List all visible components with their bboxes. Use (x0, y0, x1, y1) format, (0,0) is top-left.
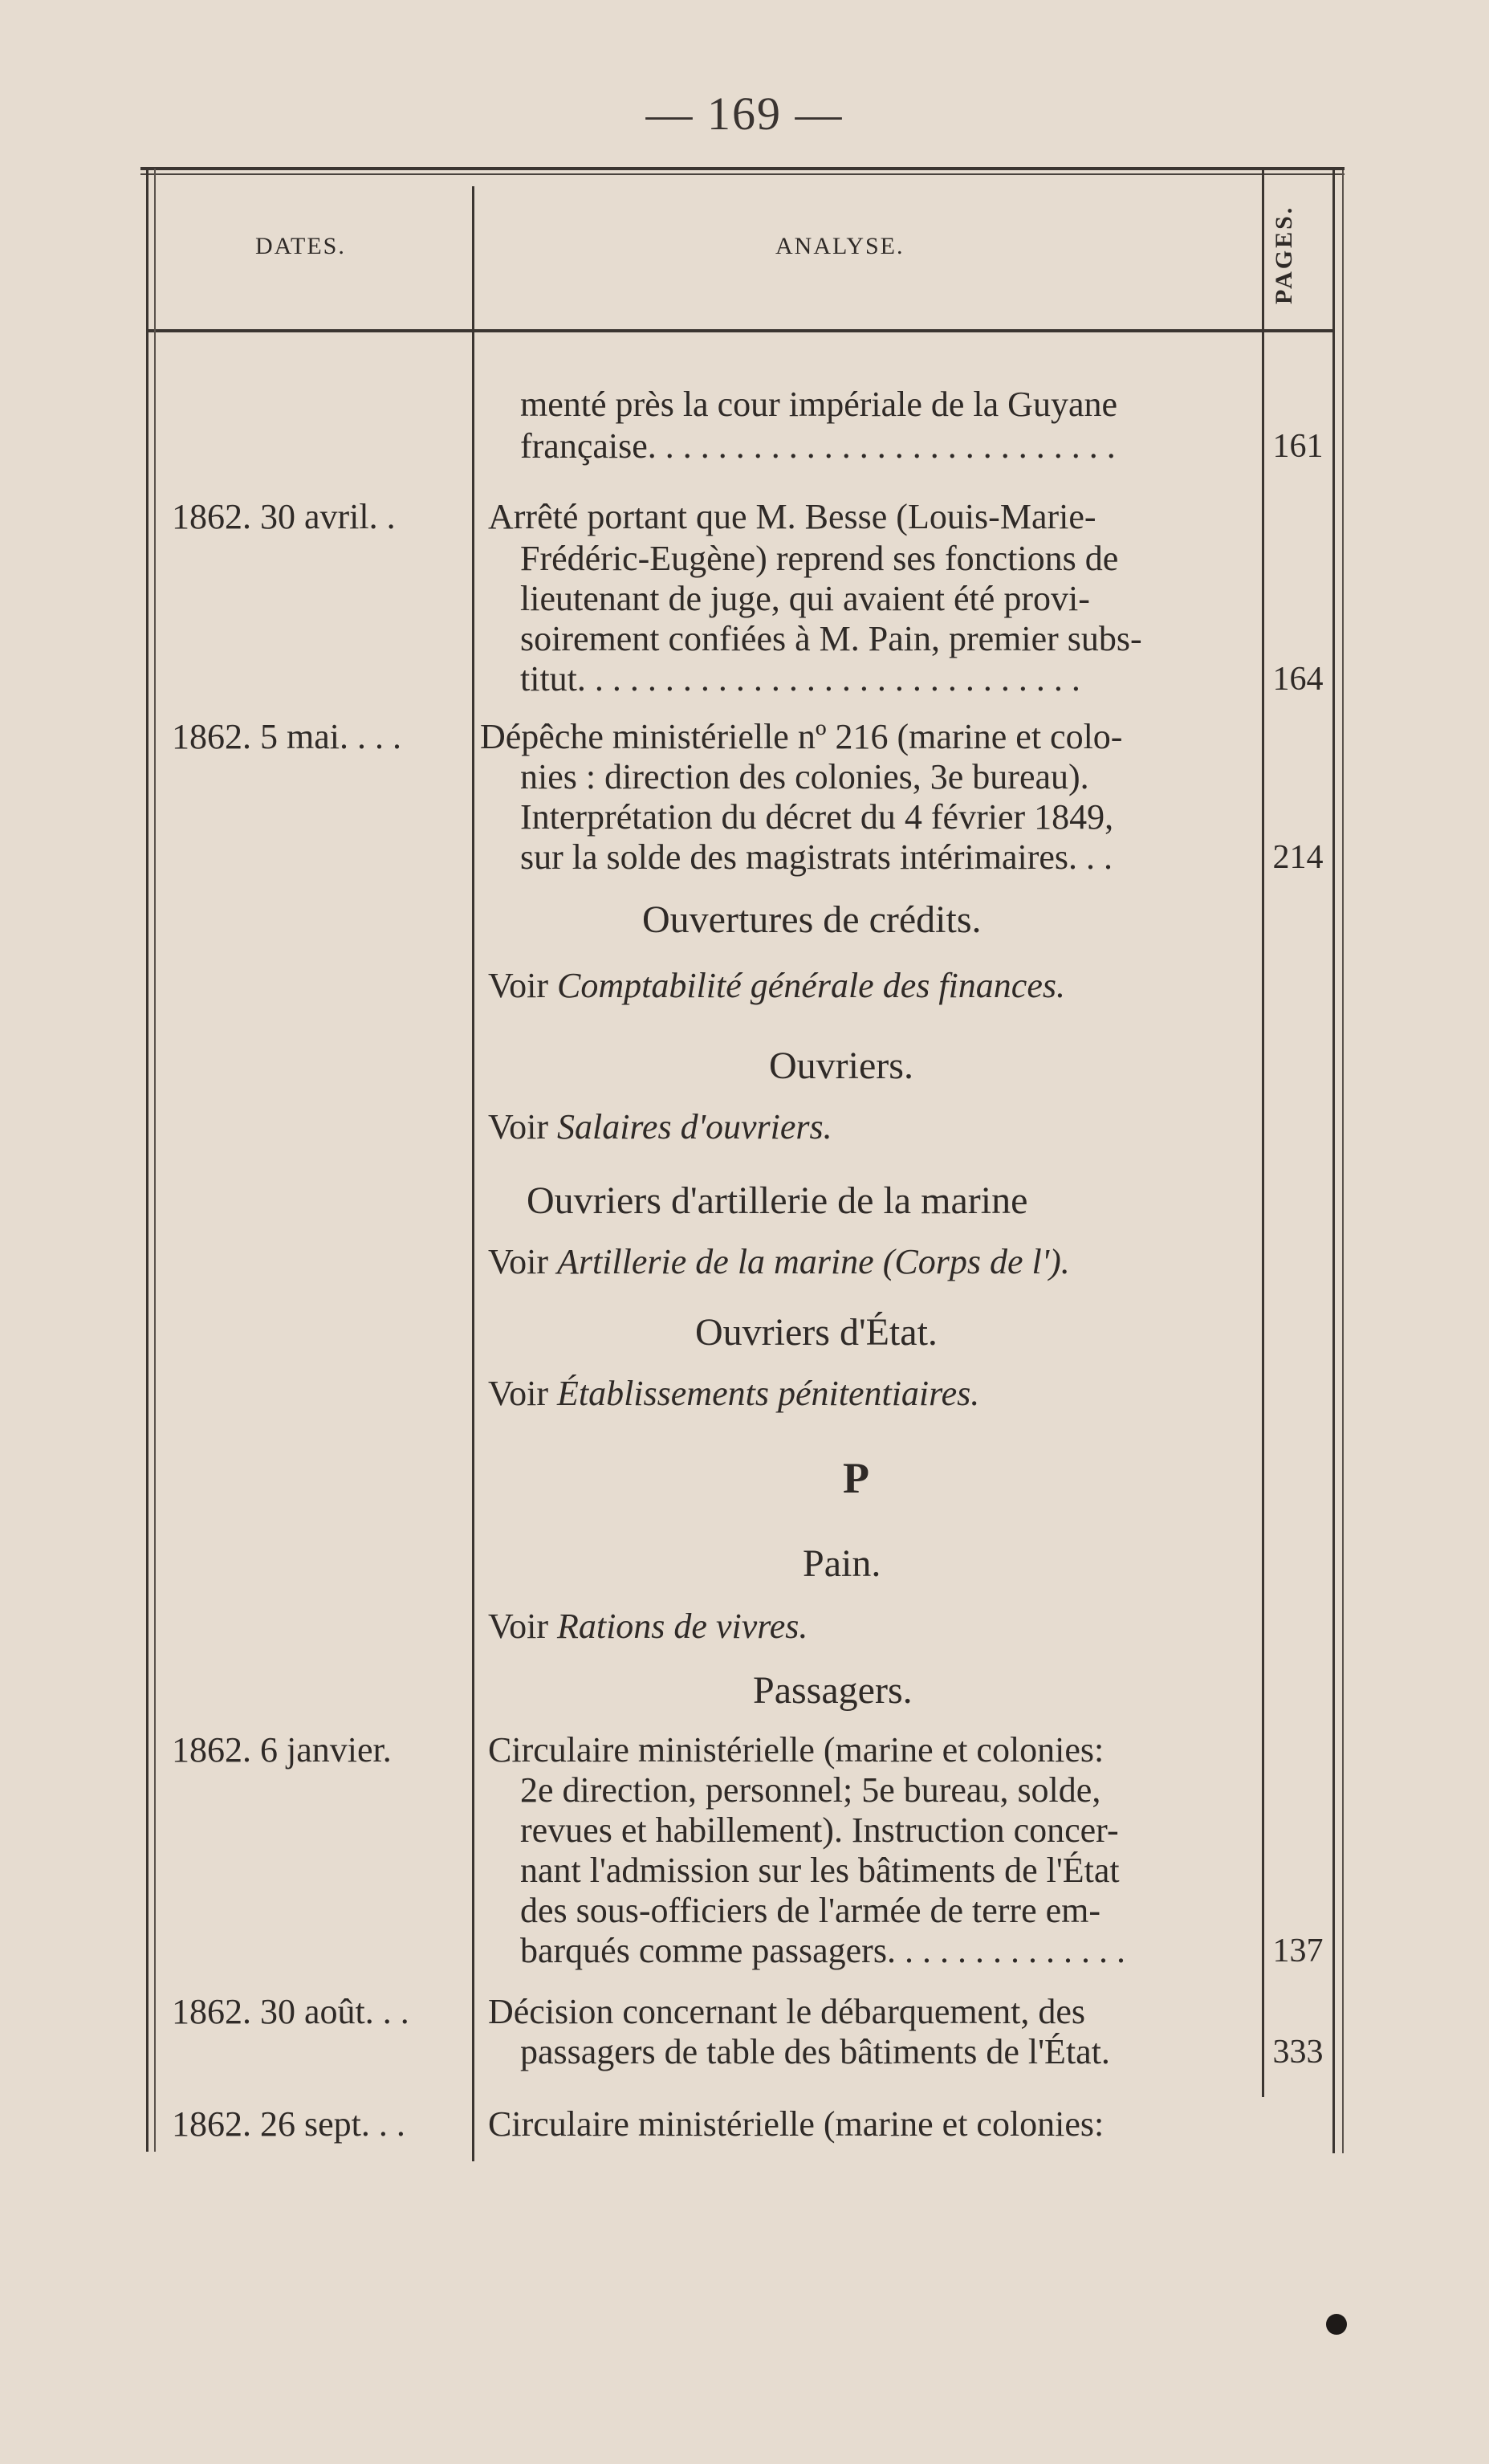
header-analyse: ANALYSE. (775, 233, 905, 259)
table-left-border-inner (154, 169, 156, 2152)
header-pages: PAGES. (1271, 205, 1297, 304)
entry-line: Circulaire ministérielle (marine et colonies: (488, 1730, 1105, 1770)
page-number: — 169 — (645, 88, 844, 140)
entry-line: barqués comme passagers. . . . . . . . . . . . . . (520, 1931, 1125, 1970)
entry-line: 2e direction, personnel; 5e bureau, solde, (520, 1770, 1101, 1810)
entry-line: des sous-officiers de l'armée de terre em- (520, 1891, 1101, 1930)
table-top-rule (140, 167, 1345, 170)
header-bottom-rule (146, 329, 1334, 332)
entry-line: titut. . . . . . . . . . . . . . . . . . . . . . . . . . . . . (520, 659, 1080, 698)
see-also-reference: Voir Établissements pénitentiaires. (488, 1374, 980, 1413)
section-heading: Ouvriers d'État. (695, 1311, 938, 1354)
see-also-reference: Voir Artillerie de la marine (Corps de l'). (488, 1242, 1070, 1281)
entry-date: 1862. 30 avril. . (172, 497, 396, 536)
entry-line: revues et habillement). Instruction concer- (520, 1810, 1119, 1850)
entry-page: 214 (1272, 839, 1324, 876)
entry-line: Interprétation du décret du 4 février 1849, (520, 797, 1114, 837)
entry-line: française. . . . . . . . . . . . . . . . . . . . . . . . . . . (520, 426, 1116, 466)
entry-line: passagers de table des bâtiments de l'État. (520, 2032, 1110, 2071)
entry-line: sur la solde des magistrats intérimaires. . . (520, 837, 1113, 877)
entry-line: Dépêche ministérielle nº 216 (marine et colo- (480, 717, 1123, 756)
table-left-border (146, 169, 148, 2152)
entry-page: 137 (1272, 1933, 1324, 1969)
column-divider-dates (472, 186, 474, 2161)
table-right-border-outer (1342, 170, 1344, 2153)
entry-page: 333 (1272, 2034, 1324, 2071)
table-right-border (1332, 170, 1335, 2153)
entry-line: Décision concernant le débarquement, des (488, 1992, 1086, 2031)
entry-line: lieutenant de juge, qui avaient été provi- (520, 579, 1090, 618)
section-heading: Pain. (803, 1542, 881, 1585)
see-also-reference: Voir Salaires d'ouvriers. (488, 1107, 832, 1146)
entry-line: Frédéric-Eugène) reprend ses fonctions de (520, 539, 1119, 578)
header-dates: DATES. (255, 233, 346, 259)
ink-spot (1326, 2314, 1347, 2335)
section-heading: Ouvriers d'artillerie de la marine (527, 1179, 1028, 1222)
entry-line: Circulaire ministérielle (marine et colonies: (488, 2104, 1105, 2144)
section-heading: Ouvertures de crédits. (642, 898, 982, 941)
entry-date: 1862. 6 janvier. (172, 1730, 392, 1770)
entry-page: 164 (1272, 661, 1324, 698)
entry-page: 161 (1272, 428, 1324, 465)
entry-line: soirement confiées à M. Pain, premier subs- (520, 619, 1142, 658)
entry-line: menté près la cour impériale de la Guyane (520, 385, 1118, 424)
entry-line: nant l'admission sur les bâtiments de l'État (520, 1851, 1120, 1890)
see-also-reference: Voir Comptabilité générale des finances. (488, 966, 1065, 1005)
entry-date: 1862. 5 mai. . . . (172, 717, 401, 756)
see-also-reference: Voir Rations de vivres. (488, 1607, 808, 1646)
section-heading: Passagers. (753, 1669, 913, 1712)
entry-date: 1862. 30 août. . . (172, 1992, 409, 2031)
entry-date: 1862. 26 sept. . . (172, 2104, 405, 2144)
section-heading: Ouvriers. (769, 1045, 913, 1087)
entry-line: nies : direction des colonies, 3e bureau). (520, 757, 1089, 796)
letter-heading: P (843, 1454, 869, 1502)
table-top-rule-2 (140, 173, 1345, 175)
entry-line: Arrêté portant que M. Besse (Louis-Marie- (488, 497, 1096, 536)
